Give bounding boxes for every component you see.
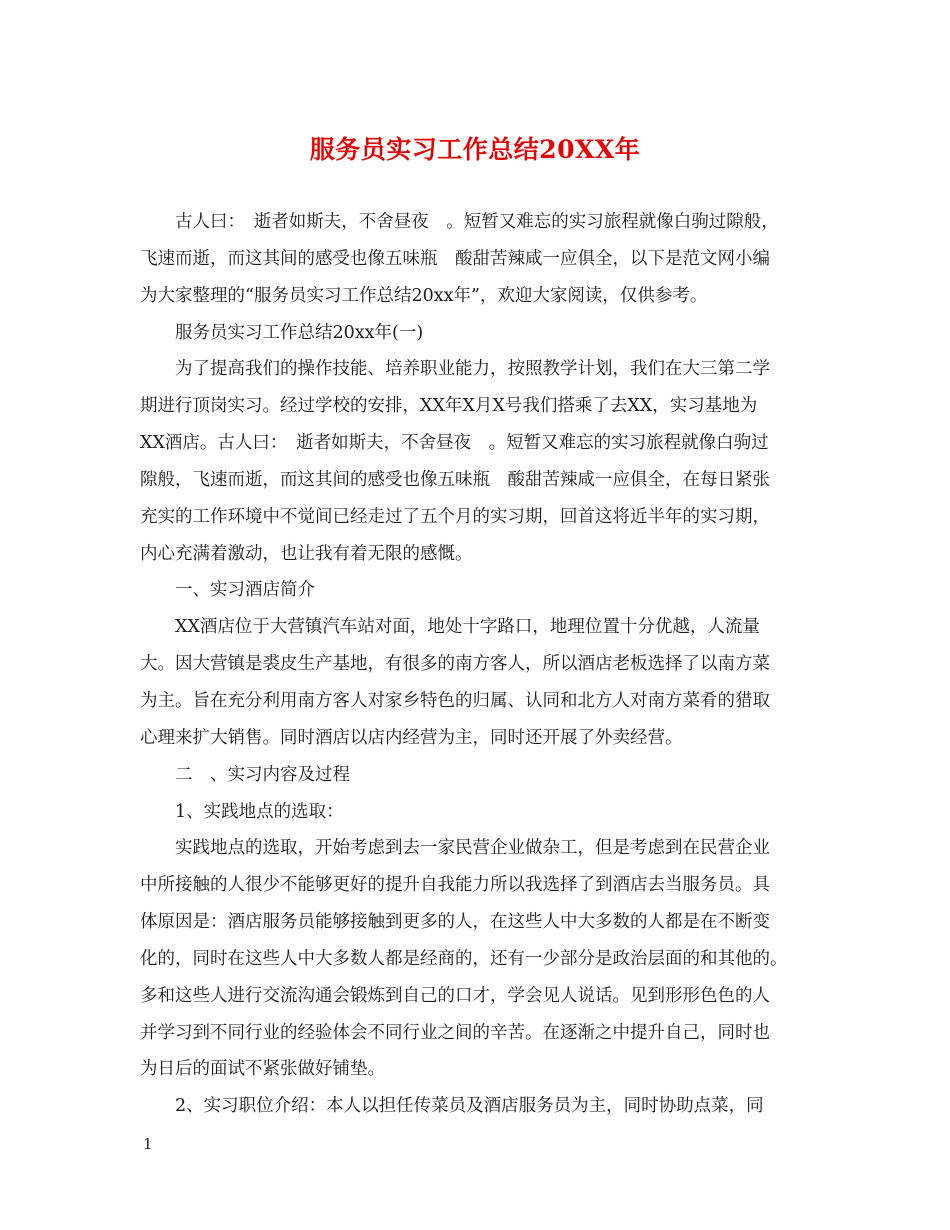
text-line: 二 、实习内容及过程 bbox=[140, 764, 350, 785]
text-line: 为日后的面试不紧张做好铺垫。 bbox=[140, 1059, 385, 1080]
text-line: 隙般，飞速而逝，而这其间的感受也像五味瓶 酸甜苦辣咸一应俱全，在每日紧张 bbox=[140, 469, 770, 490]
text-line: 一、实习酒店简介 bbox=[140, 580, 315, 601]
text-line: 实践地点的选取，开始考虑到去一家民营企业做杂工，但是考虑到在民营企业 bbox=[140, 838, 770, 859]
text-line: 多和这些人进行交流沟通会锻炼到自己的口才，学会见人说话。见到形形色色的人 bbox=[140, 985, 770, 1006]
text-line: 大。因大营镇是裘皮生产基地，有很多的南方客人，所以酒店老板选择了以南方菜 bbox=[140, 654, 770, 675]
text-line: 体原因是：酒店服务员能够接触到更多的人，在这些人中大多数的人都是在不断变 bbox=[140, 912, 770, 933]
text-line: 服务员实习工作总结20xx年(一) bbox=[140, 322, 424, 343]
text-line: 内心充满着激动，也让我有着无限的感慨。 bbox=[140, 543, 473, 564]
text-line: 化的，同时在这些人中大多数人都是经商的，还有一少部分是政治层面的和其他的。 bbox=[140, 948, 788, 969]
document-body bbox=[140, 204, 820, 1125]
text-line: 中所接触的人很少不能够更好的提升自我能力所以我选择了到酒店去当服务员。具 bbox=[140, 875, 770, 896]
document-title: 服务员实习工作总结20XX年 bbox=[309, 135, 641, 164]
text-line: 古人曰： 逝者如斯夫，不舍昼夜 。短暂又难忘的实习旅程就像白驹过隙般， bbox=[140, 212, 779, 232]
text-line: 2、实习职位介绍：本人以担任传菜员及酒店服务员为主，同时协助点菜，同 bbox=[140, 1096, 764, 1117]
text-line: 飞速而逝，而这其间的感受也像五味瓶 酸甜苦辣咸一应俱全，以下是范文网小编 bbox=[140, 248, 770, 269]
text-line: XX酒店位于大营镇汽车站对面，地处十字路口，地理位置十分优越，人流量 bbox=[140, 617, 760, 638]
text-line: 期进行顶岗实习。经过学校的安排，XX年X月X号我们搭乘了去XX，实习基地为 bbox=[140, 396, 758, 417]
page-number: 1 bbox=[143, 1135, 153, 1153]
text-line: 充实的工作环境中不觉间已经走过了五个月的实习期，回首这将近半年的实习期， bbox=[140, 506, 770, 527]
text-line: 为大家整理的“服务员实习工作总结20xx年”，欢迎大家阅读，仅供参考。 bbox=[140, 285, 708, 306]
text-line: 并学习到不同行业的经验体会不同行业之间的辛苦。在逐渐之中提升自己，同时也 bbox=[140, 1022, 770, 1043]
text-line: 为了提高我们的操作技能、培养职业能力，按照教学计划，我们在大三第二学 bbox=[140, 359, 770, 380]
text-line: 为主。旨在充分利用南方客人对家乡特色的归属、认同和北方人对南方菜肴的猎取 bbox=[140, 690, 770, 711]
text-line: 1、实践地点的选取： bbox=[140, 801, 344, 822]
text-line: 心理来扩大销售。同时酒店以店内经营为主，同时还开展了外卖经营。 bbox=[140, 727, 683, 748]
text-line: XX酒店。古人曰： 逝者如斯夫，不舍昼夜 。短暂又难忘的实习旅程就像白驹过 bbox=[140, 433, 769, 454]
